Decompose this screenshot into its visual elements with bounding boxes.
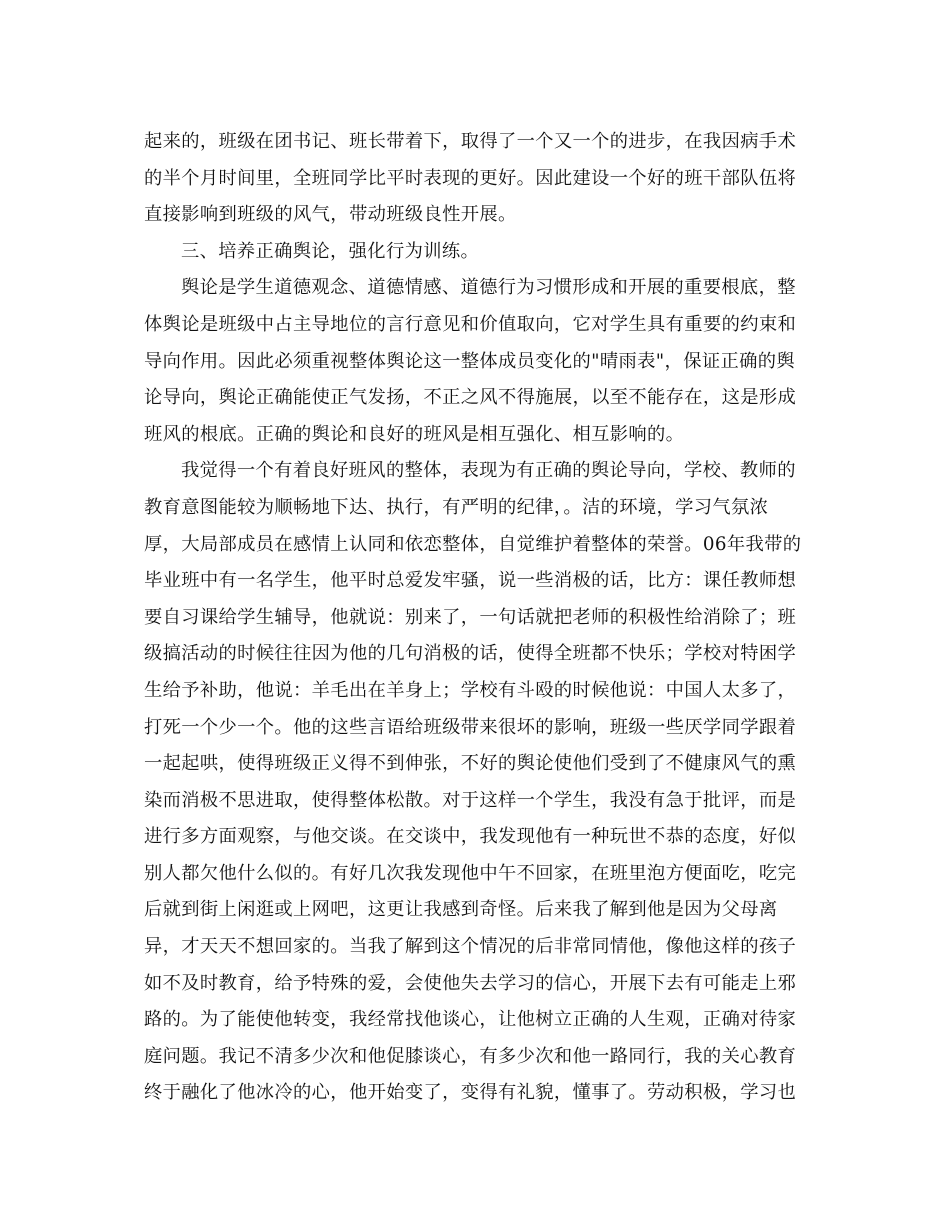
text-line: 要自习课给学生辅导，他就说：别来了，一句话就把老师的积极性给消除了；班 <box>144 606 797 628</box>
text-line: 路的。为了能使他转变，我经常找他谈心，让他树立正确的人生观，正确对待家 <box>144 1009 797 1031</box>
text-line: 毕业班中有一名学生，他平时总爱发牢骚，说一些消极的话，比方：课任教师想 <box>144 570 797 592</box>
text-line: 染而消极不思进取，使得整体松散。对于这样一个学生，我没有急于批评，而是 <box>144 789 797 811</box>
document-body <box>144 124 804 1112</box>
text-line: 教育意图能较为顺畅地下达、执行，有严明的纪律，。洁的环境，学习气氛浓 <box>144 496 769 518</box>
text-line: 的半个月时间里，全班同学比平时表现的更好。因此建设一个好的班干部队伍将 <box>144 167 797 189</box>
text-line: 打死一个少一个。他的这些言语给班级带来很坏的影响，班级一些厌学同学跟着 <box>144 716 797 738</box>
text-line: 直接影响到班级的风气，带动班级良性开展。 <box>144 204 517 226</box>
section-heading: 三、培养正确舆论，强化行为训练。 <box>181 240 480 262</box>
text-line: 论导向，舆论正确能使正气发扬，不正之风不得施展，以至不能存在，这是形成 <box>144 387 797 409</box>
text-line: 我觉得一个有着良好班风的整体，表现为有正确的舆论导向，学校、教师的 <box>181 460 796 482</box>
text-line: 生给予补助，他说：羊毛出在羊身上；学校有斗殴的时候他说：中国人太多了， <box>144 679 797 701</box>
text-line: 起来的，班级在团书记、班长带着下，取得了一个又一个的进步，在我因病手术 <box>144 131 797 152</box>
text-line: 进行多方面观察，与他交谈。在交谈中，我发现他有一种玩世不恭的态度，好似 <box>144 826 797 848</box>
text-line: 别人都欠他什么似的。有好几次我发现他中午不回家，在班里泡方便面吃，吃完 <box>144 862 797 884</box>
text-line: 舆论是学生道德观念、道德情感、道德行为习惯形成和开展的重要根底，整 <box>181 277 796 299</box>
text-line: 如不及时教育，给予特殊的爱，会使他失去学习的信心，开展下去有可能走上邪 <box>144 972 797 994</box>
text-line: 终于融化了他冰冷的心，他开始变了，变得有礼貌，懂事了。劳动积极，学习也 <box>144 1082 797 1104</box>
text-line: 班风的根底。正确的舆论和良好的班风是相互强化、相互影响的。 <box>144 423 685 445</box>
text-line: 厚，大局部成员在感情上认同和依恋整体，自觉维护着整体的荣誉。06年我带的 <box>144 533 802 555</box>
text-line: 级搞活动的时候往往因为他的几句消极的话，使得全班都不快乐；学校对特困学 <box>144 643 797 665</box>
text-line: 体舆论是班级中占主导地位的言行意见和价值取向，它对学生具有重要的约束和 <box>144 313 797 335</box>
text-line: 后就到街上闲逛或上网吧，这更让我感到奇怪。后来我了解到他是因为父母离 <box>144 899 778 921</box>
text-line: 一起起哄，使得班级正义得不到伸张，不好的舆论使他们受到了不健康风气的熏 <box>144 753 797 775</box>
text-line: 导向作用。因此必须重视整体舆论这一整体成员变化的"晴雨表"，保证正确的舆 <box>144 350 795 372</box>
text-line: 庭问题。我记不清多少次和他促膝谈心，有多少次和他一路同行，我的关心教育 <box>144 1045 797 1067</box>
text-line: 异，才天天不想回家的。当我了解到这个情况的后非常同情他，像他这样的孩子 <box>144 936 797 958</box>
